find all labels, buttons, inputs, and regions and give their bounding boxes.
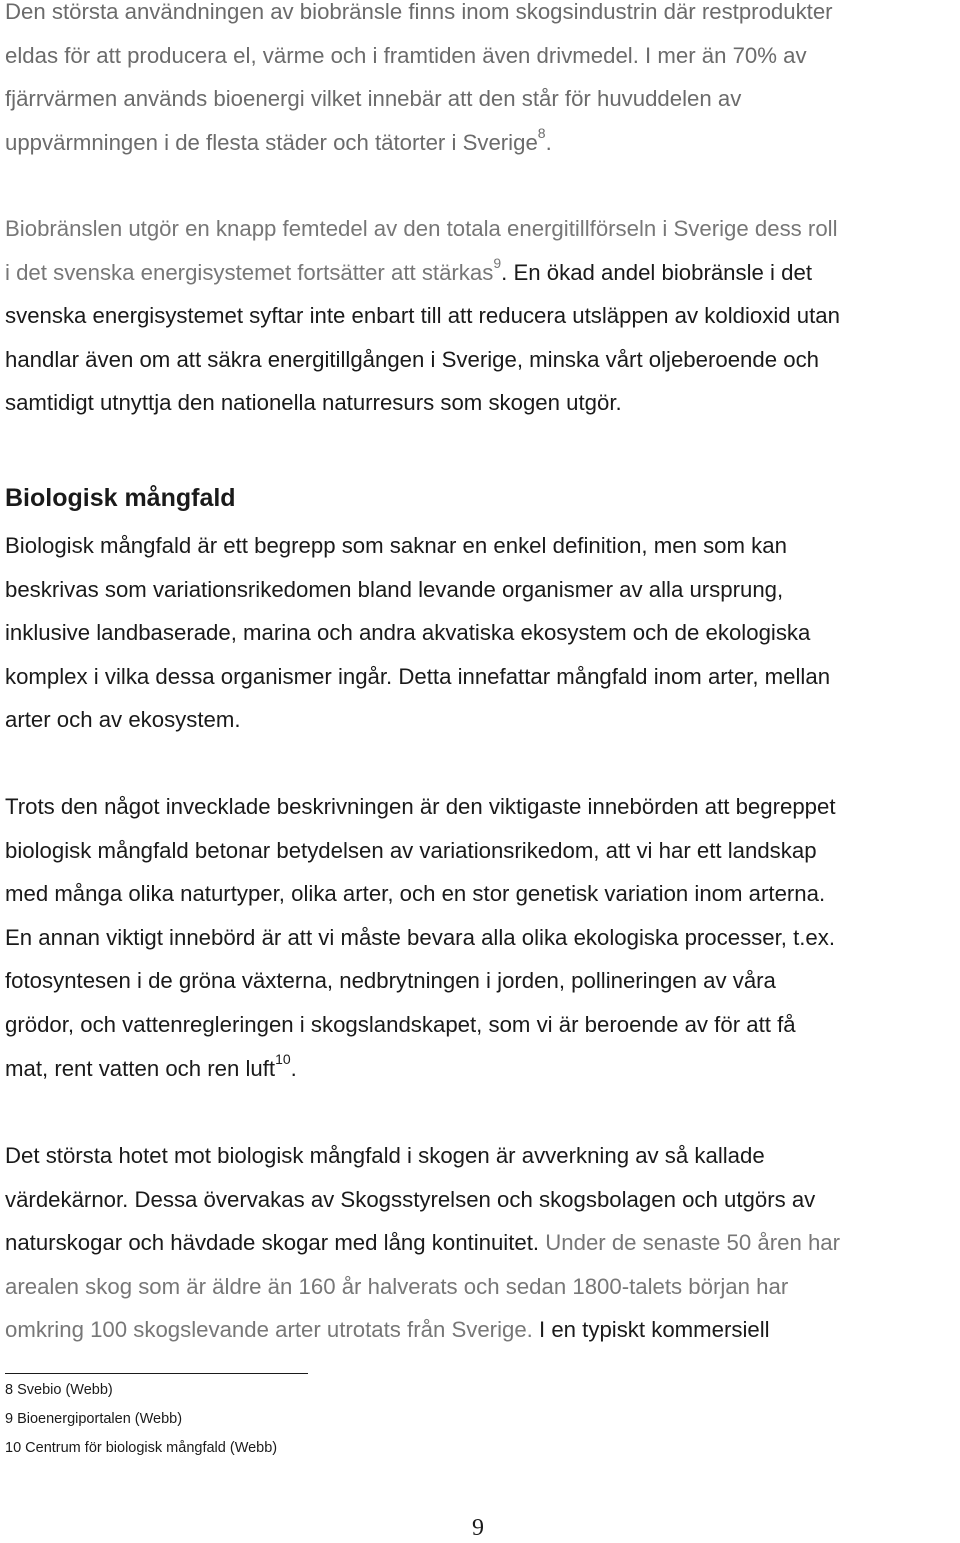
text-line — [5, 121, 833, 165]
paragraph-energy-supply — [5, 207, 840, 425]
text-line: grödor, och vattenregleringen i skogslandskapet, som vi är beroende av för att få — [5, 1011, 796, 1037]
paragraph-biodiversity-definition — [5, 524, 830, 742]
footnote-ref: 10 — [275, 1051, 291, 1068]
text-span: omkring 100 skogslevande arter utrotats från Sverige. — [5, 1317, 533, 1343]
text-span: Under de senaste 50 åren har — [539, 1230, 841, 1256]
paragraph-biodiversity-threat — [5, 1134, 840, 1352]
text-line: beskrivas som variationsrikedomen bland levande organismer av alla ursprung, — [5, 576, 784, 602]
text-span: mat, rent vatten och ren luft — [5, 1055, 276, 1081]
text-line — [5, 251, 840, 295]
text-line: arter och av ekosystem. — [5, 707, 241, 733]
text-line: inklusive landbaserade, marina och andra akvatiska ekosystem och de ekologiska — [5, 620, 811, 646]
page-number: 9 — [472, 1515, 484, 1541]
footnote-separator — [5, 1373, 308, 1374]
paragraph-biofuel-usage — [5, 0, 833, 164]
text-line: eldas för att producera el, värme och i framtiden även drivmedel. I mer än 70% av — [5, 42, 807, 68]
paragraph-biodiversity-meaning — [5, 785, 836, 1090]
text-line: Det största hotet mot biologisk mångfald i skogen är avverkning av så kallade — [5, 1143, 765, 1168]
footnote-ref: 8 — [537, 125, 546, 142]
text-line — [5, 1221, 840, 1265]
text-line: En annan viktigt innebörd är att vi måste bevara alla olika ekologiska processer, t.ex. — [5, 924, 836, 950]
text-line — [5, 1308, 840, 1352]
text-line: fjärrvärmen används bioenergi vilket innebär att den står för huvuddelen av — [5, 86, 742, 112]
text-span: naturskogar och hävdade skogar med lång kontinuitet. — [5, 1230, 540, 1256]
text-line: fotosyntesen i de gröna växterna, nedbrytningen i jorden, pollineringen av våra — [5, 968, 776, 994]
text-line: Den största användningen av biobränsle finns inom skogsindustrin där restprodukter — [5, 0, 833, 24]
footnote: 9 Bioenergiportalen (Webb) — [5, 1411, 183, 1427]
section-heading: Biologisk mångfald — [5, 484, 236, 512]
text-line: värdekärnor. Dessa övervakas av Skogsstyrelsen och skogsbolagen och utgörs av — [5, 1186, 816, 1212]
text-span: . — [290, 1055, 297, 1081]
text-line: Biologisk mångfald är ett begrepp som saknar en enkel definition, men som kan — [5, 533, 787, 558]
text-span: . En ökad andel biobränsle i det — [501, 259, 812, 285]
text-line: arealen skog som är äldre än 160 år halverats och sedan 1800-talets början har — [5, 1273, 789, 1299]
text-line: Trots den något invecklade beskrivningen är den viktigaste innebörden att begreppet — [5, 794, 836, 819]
footnote: 10 Centrum för biologisk mångfald (Webb) — [5, 1440, 278, 1456]
text-span: I en typiskt kommersiell — [532, 1317, 770, 1343]
text-line: samtidigt utnyttja den nationella naturresurs som skogen utgör. — [5, 390, 622, 416]
text-line: biologisk mångfald betonar betydelsen av variationsrikedom, att vi har ett landskap — [5, 837, 817, 863]
text-line: komplex i vilka dessa organismer ingår. Detta innefattar mångfald inom arter, mellan — [5, 663, 831, 689]
text-line: med många olika naturtyper, olika arter, och en stor genetisk variation inom arterna. — [5, 881, 826, 907]
footnote: 8 Svebio (Webb) — [5, 1382, 113, 1398]
text-line: handlar även om att säkra energitillgången i Sverige, minska vårt oljeberoende och — [5, 346, 820, 372]
text-span: . — [545, 129, 552, 155]
footnote-ref: 9 — [493, 255, 502, 272]
text-line: Biobränslen utgör en knapp femtedel av den totala energitillförseln i Sverige dess roll — [5, 216, 838, 241]
text-line: svenska energisystemet syftar inte enbart till att reducera utsläppen av koldioxid utan — [5, 303, 840, 329]
text-span: i det svenska energisystemet fortsätter att stärkas — [5, 259, 494, 285]
text-span: uppvärmningen i de flesta städer och tätorter i Sverige — [5, 129, 538, 155]
text-line — [5, 1047, 836, 1091]
